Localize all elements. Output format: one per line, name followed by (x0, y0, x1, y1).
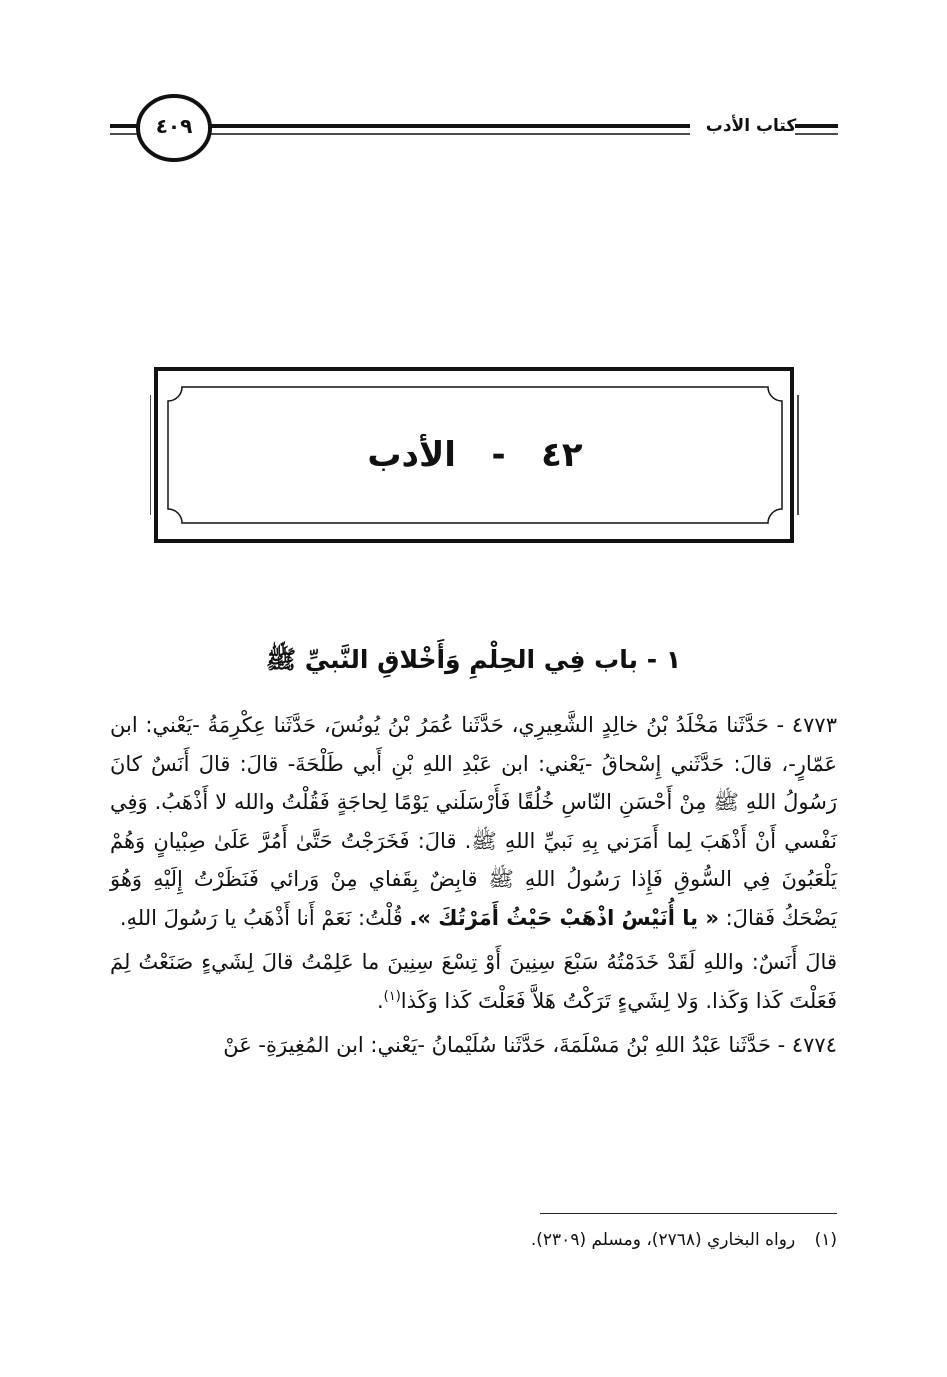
footnote-divider (540, 1213, 837, 1214)
section-heading: ١ - باب فِي الحِلْمِ وَأَخْلاقِ النَّبيِّ ﷺ (265, 645, 682, 674)
running-header (0, 0, 947, 200)
hadith-paragraph: قالَ أَنَسٌ: واللهِ لَقَدْ خَدَمْتُهُ سَبْعَ سِنِينَ أَوْ تِسْعَ سِنِينَ ما عَلِمْتُ قالَ لِشَيءٍ صَنَعْتُ لِمَ فَعَلْتَ كَذا وَكَذا. وَلا لِشَيءٍ تَرَكْتُ هَلاَّ فَعَلْتَ كَذا وَكَذا$^{(١)}$. (110, 950, 837, 1013)
chapter-heading (150, 433, 800, 477)
page-number: ٤٠٩ (155, 114, 193, 138)
hadith-text-continued: قُلْتُ: نَعَمْ أَنا أَذْهَبُ يا رَسُولَ اللهِ. (119, 905, 403, 930)
chapter-number: ٤٢ (541, 435, 583, 475)
footnote-number: (١) (814, 1230, 837, 1250)
hadith-text: قالَ أَنَسٌ: واللهِ لَقَدْ خَدَمْتُهُ سَبْعَ سِنِينَ أَوْ تِسْعَ سِنِينَ ما عَلِمْتُ قالَ لِشَيءٍ صَنَعْتُ لِمَ فَعَلْتَ كَذا وَكَذا. وَلا لِشَيءٍ تَرَكْتُ هَلاَّ فَعَلْتَ كَذا وَكَذا (110, 950, 837, 1013)
footnote-text: رواه البخاري (٢٧٦٨)، ومسلم (٢٣٠٩). (530, 1230, 796, 1250)
prophet-quote: « يا أُنَيْسُ اذْهَبْ حَيْثُ أَمَرْتُكَ ». (409, 905, 719, 930)
hadith-number: ٤٧٧٣ (791, 713, 837, 737)
running-title: كتاب الأدب (705, 116, 797, 136)
footnote-reference[interactable]: (١) (383, 988, 401, 1004)
footnote (300, 1226, 837, 1254)
hadith-text: - حَدَّثَنا عَبْدُ اللهِ بْنُ مَسْلَمَةَ، حَدَّثَنا سُلَيْمانُ -يَعْني: ابن المُغِيرَةِ- عَنْ (223, 1033, 786, 1057)
hadith-number: ٤٧٧٤ (791, 1033, 837, 1057)
chapter-name: الأدب (367, 435, 456, 475)
main-text (110, 706, 837, 1071)
header-rule-graphic (0, 0, 947, 200)
chapter-title-frame (150, 365, 800, 545)
hadith-paragraph (110, 1026, 837, 1065)
chapter-separator: - (491, 435, 506, 475)
hadith-paragraph (110, 706, 837, 937)
hadith-text: - حَدَّثَنا مَخْلَدُ بْنُ خالِدٍ الشَّعِيرِي، حَدَّثَنا عُمَرُ بْنُ يُونُسَ، حَدَّثَنا عِكْرِمَةُ -يَعْني: ابن عَمّارٍ-، قالَ: حَدَّثَني إِسْحاقُ -يَعْني: ابن عَبْدِ اللهِ بْنِ أَبي طَلْحَةَ- قالَ: قالَ أَنَسٌ كانَ رَسُولُ اللهِ ﷺ مِنْ أَحْسَنِ النّاسِ خُلُقًا فَأَرْسَلَني يَوْمًا لِحاجَةٍ فَقُلْتُ والله لا أَذْهَبُ. وَفِي نَفْسي أَنْ أَذْهَبَ لِما أَمَرَني بِهِ نَبيِّ اللهِ ﷺ. قالَ: فَخَرَجْتُ حَتَّىٰ أَمُرَّ عَلَىٰ صِبْيانٍ وَهُمْ يَلْعَبُونَ فِي السُّوقِ فَإِذا رَسُولُ اللهِ ﷺ قابِضٌ بِقَفاي مِنْ وَرائي فَنَظَرْتُ إِلَيْهِ وَهُوَ يَضْحَكُ فَقالَ: (110, 713, 837, 930)
